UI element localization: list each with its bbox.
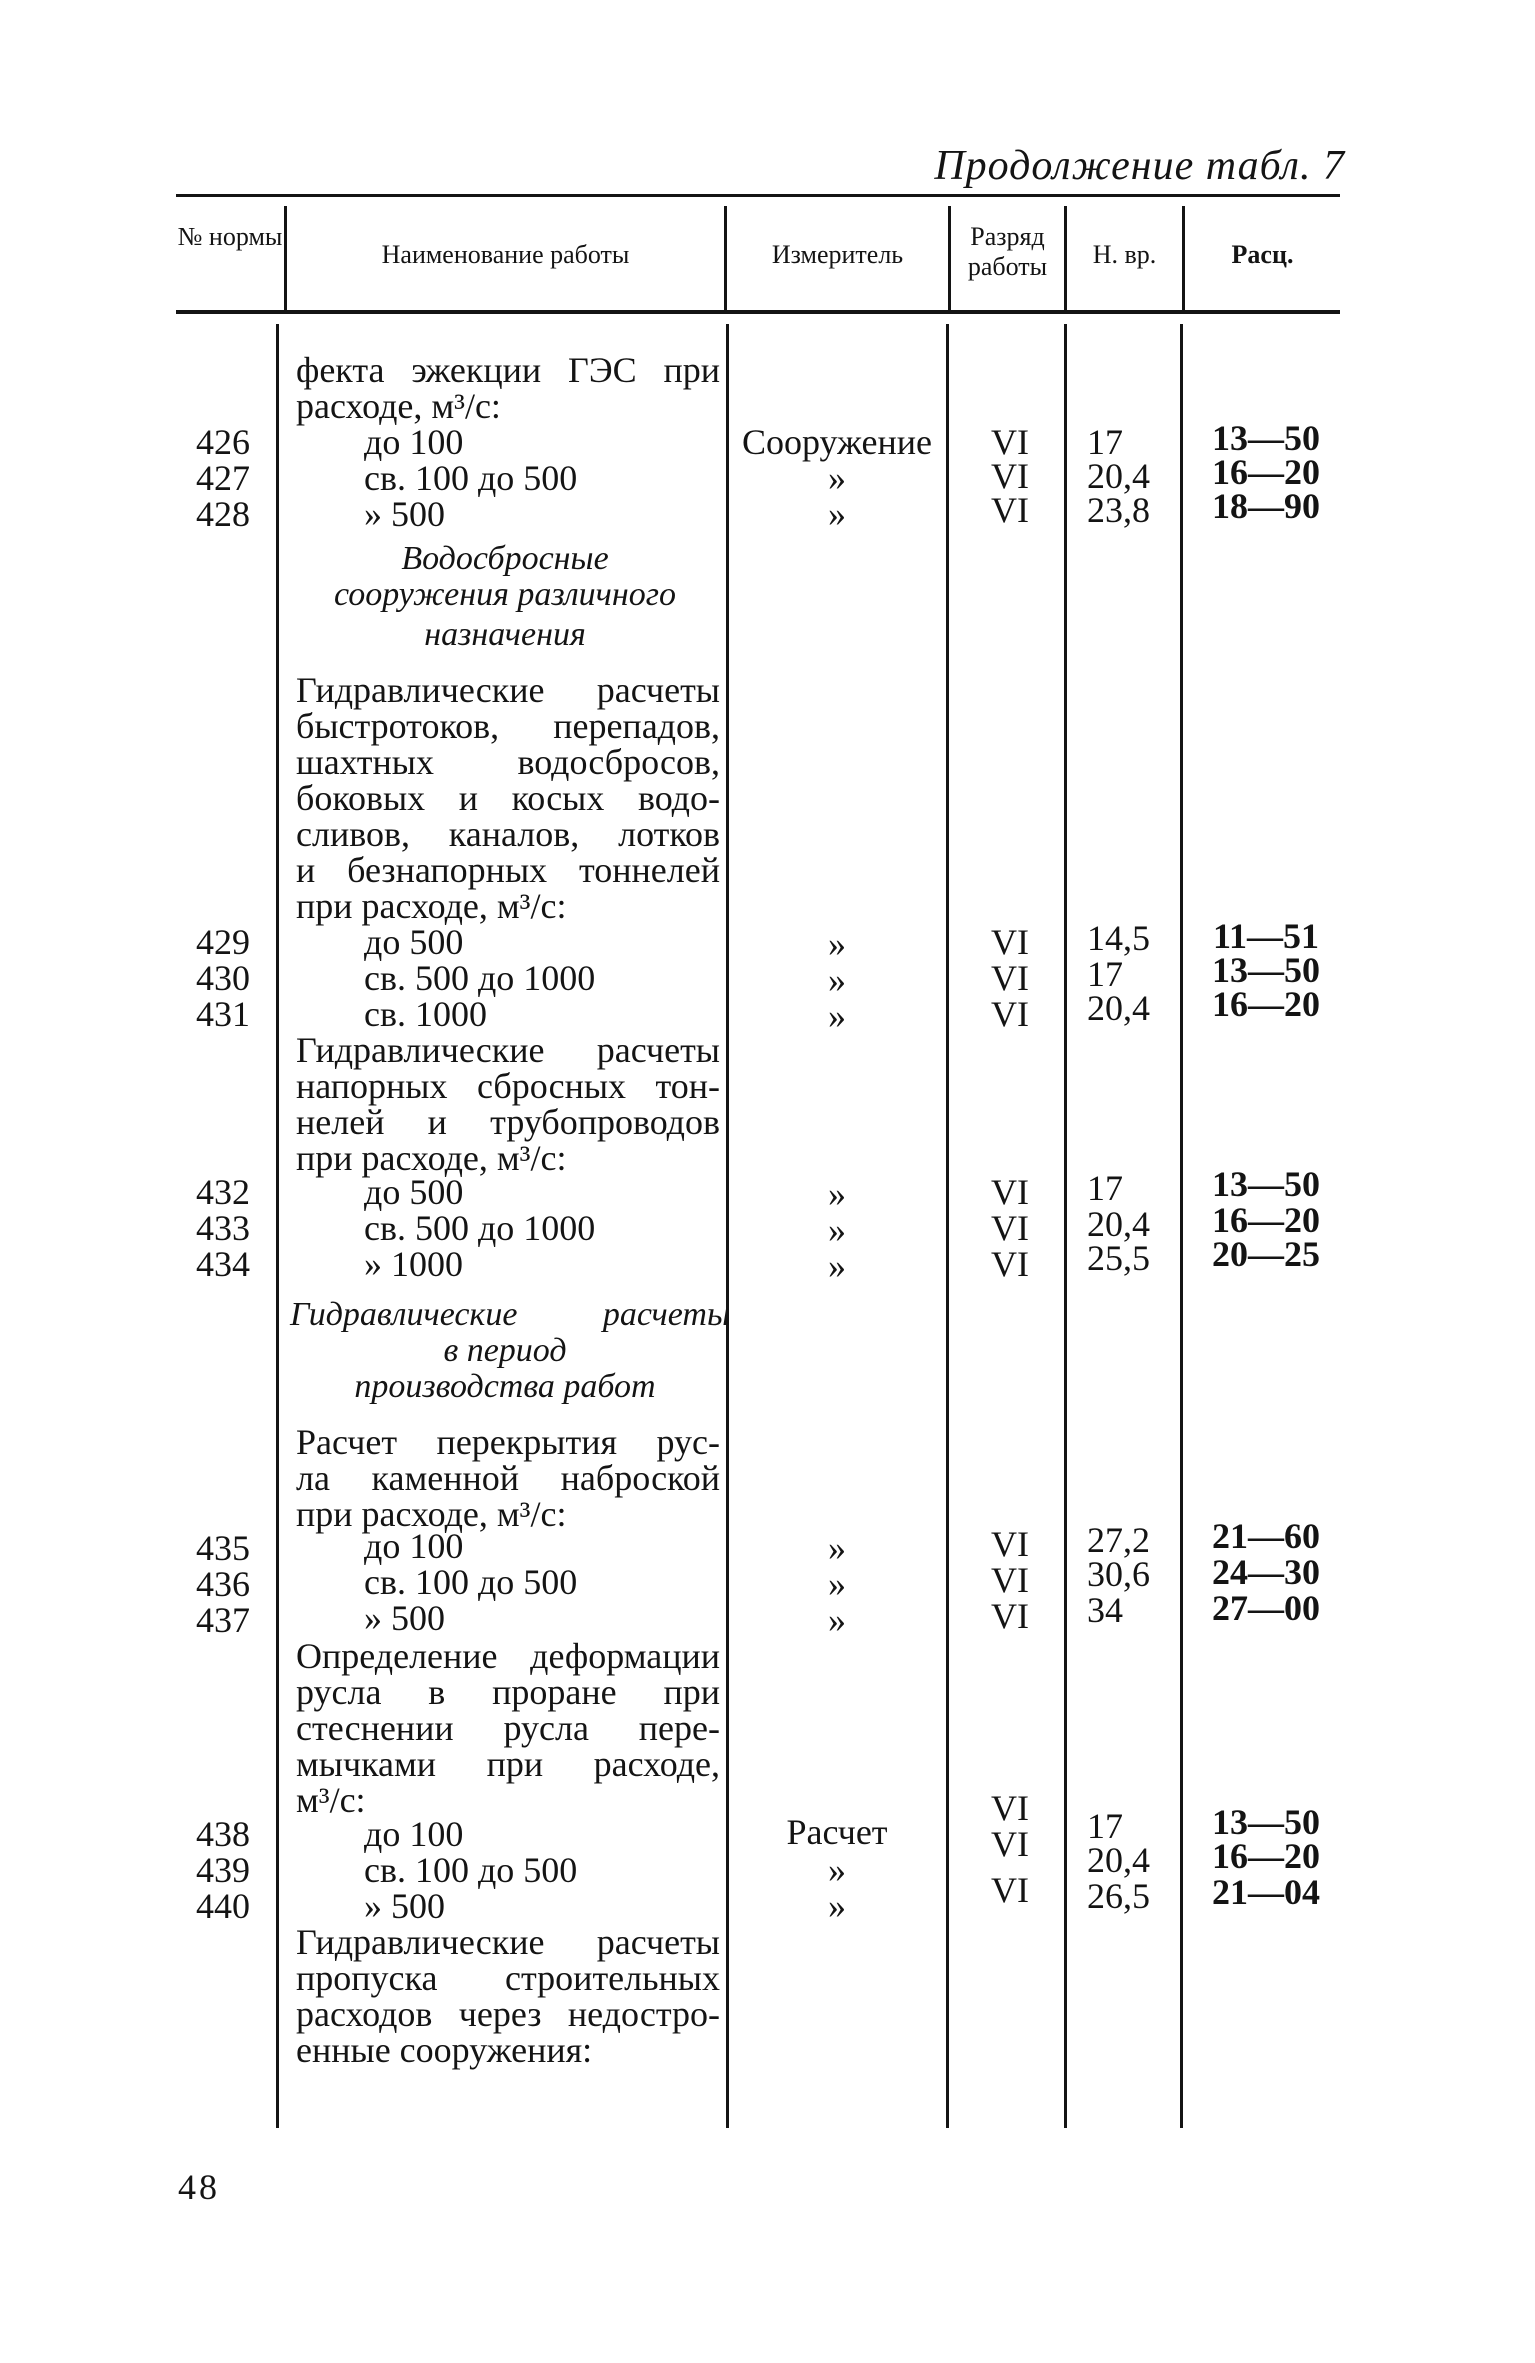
column-header-time: Н. вр. [1092, 240, 1157, 269]
time-norm-cell: 26,5 [1087, 1876, 1150, 1916]
rate-cell: 16—20 [1212, 1200, 1320, 1240]
column-header-unit: Измеритель [771, 240, 904, 269]
section-heading-line: Гидравлические расчеты [290, 1296, 730, 1333]
work-description-line: при расходе, м³/с: [296, 1138, 567, 1178]
section-heading-line: Водосбросные [401, 540, 609, 577]
work-name: » 500 [364, 1598, 445, 1638]
work-name: св. 100 до 500 [364, 458, 578, 498]
work-description-line: нелей и трубопроводов [296, 1102, 720, 1142]
work-description-line: енные сооружения: [296, 2030, 593, 2070]
rank-cell: VI [991, 922, 1029, 962]
work-name: » 500 [364, 1886, 445, 1926]
rate-cell: 16—20 [1212, 1836, 1320, 1876]
work-description-line: мычками при расходе, [296, 1744, 720, 1784]
unit-cell: » [828, 1174, 846, 1214]
time-norm-cell: 17 [1087, 1806, 1123, 1846]
work-description-line: напорных сбросных тон- [296, 1066, 720, 1106]
unit-cell: » [828, 458, 846, 498]
work-name: св. 500 до 1000 [364, 958, 596, 998]
time-norm-cell: 20,4 [1087, 1204, 1150, 1244]
unit-cell: » [828, 1528, 846, 1568]
work-name: св. 100 до 500 [364, 1562, 578, 1602]
unit-cell: » [828, 1886, 846, 1926]
work-description-line: боковых и косых водо- [296, 778, 720, 818]
time-norm-cell: 30,6 [1087, 1554, 1150, 1594]
rank-cell: VI [991, 994, 1029, 1034]
rate-cell: 13—50 [1212, 418, 1320, 458]
norm-number: 435 [196, 1528, 250, 1568]
rate-cell: 18—90 [1212, 486, 1320, 526]
work-name: » 1000 [364, 1244, 463, 1284]
rate-cell: 21—60 [1212, 1516, 1320, 1556]
work-description-line: при расходе, м³/с: [296, 1494, 567, 1534]
unit-cell: Сооружение [742, 422, 932, 462]
norm-number: 439 [196, 1850, 250, 1890]
norm-number: 438 [196, 1814, 250, 1854]
section-heading-line: в период [443, 1332, 567, 1369]
work-description-line: быстротоков, перепадов, [296, 706, 720, 746]
rank-cell: VI [991, 422, 1029, 462]
norm-number: 436 [196, 1564, 250, 1604]
body-divider-4 [1064, 324, 1067, 2128]
table-header-rule [176, 310, 1340, 314]
section-heading-line: назначения [424, 616, 586, 653]
table-top-rule [176, 194, 1340, 197]
section-heading-line: сооружения различного [333, 576, 677, 613]
time-norm-cell: 25,5 [1087, 1238, 1150, 1278]
unit-cell: » [828, 996, 846, 1036]
rank-cell: VI [991, 1870, 1029, 1910]
rank-cell: VI [991, 1560, 1029, 1600]
work-description-line: Расчет перекрытия рус- [296, 1422, 720, 1462]
work-name: » 500 [364, 494, 445, 534]
rank-cell: VI [991, 456, 1029, 496]
rank-cell: VI [991, 1172, 1029, 1212]
rank-cell: VI [991, 1824, 1029, 1864]
unit-cell: » [828, 1850, 846, 1890]
rate-cell: 11—51 [1212, 916, 1319, 956]
work-name: до 500 [364, 922, 464, 962]
body-divider-1 [276, 324, 279, 2128]
work-name: до 100 [364, 422, 464, 462]
norm-number: 429 [196, 922, 250, 962]
work-description-line: фекта эжекции ГЭС при [296, 350, 720, 390]
work-description-line: Гидравлические расчеты [296, 670, 720, 710]
norm-number: 433 [196, 1208, 250, 1248]
time-norm-cell: 17 [1087, 422, 1123, 462]
unit-cell: » [828, 1600, 846, 1640]
rate-cell: 13—50 [1212, 950, 1320, 990]
unit-cell: Расчет [786, 1812, 888, 1852]
unit-cell: » [828, 960, 846, 1000]
work-description-line: и безнапорных тоннелей [296, 850, 720, 890]
rank-cell: VI [991, 1208, 1029, 1248]
rate-cell: 16—20 [1212, 452, 1320, 492]
rate-cell: 24—30 [1212, 1552, 1320, 1592]
time-norm-cell: 20,4 [1087, 988, 1150, 1028]
rank-cell: VI [991, 1596, 1029, 1636]
unit-cell: » [828, 924, 846, 964]
column-header-norm-no: № нормы [177, 222, 283, 251]
norm-number: 440 [196, 1886, 250, 1926]
work-name: до 100 [364, 1526, 464, 1566]
time-norm-cell: 23,8 [1087, 490, 1150, 530]
norm-number: 432 [196, 1172, 250, 1212]
time-norm-cell: 27,2 [1087, 1520, 1150, 1560]
work-description-line: русла в проране при [296, 1672, 720, 1712]
unit-cell: » [828, 1210, 846, 1250]
unit-cell: » [828, 494, 846, 534]
rank-cell: VI [991, 1244, 1029, 1284]
body-divider-3 [946, 324, 949, 2128]
work-description-line: м³/с: [296, 1780, 366, 1820]
column-header-rate: Расц. [1231, 240, 1294, 269]
work-description-line: Определение деформации [296, 1636, 720, 1676]
work-description-line: ла каменной наброской [296, 1458, 720, 1498]
work-description-line: сливов, каналов, лотков [296, 814, 720, 854]
table-continuation-caption: Продолжение табл. 7 [934, 143, 1345, 189]
work-description-line: при расходе, м³/с: [296, 886, 567, 926]
norm-number: 428 [196, 494, 250, 534]
norm-number: 434 [196, 1244, 250, 1284]
time-norm-cell: 34 [1087, 1590, 1123, 1630]
section-heading-line: производства работ [354, 1368, 656, 1405]
work-description-line: расходе, м³/с: [296, 386, 501, 426]
rank-cell: VI [991, 1788, 1029, 1828]
rate-cell: 20—25 [1212, 1234, 1320, 1274]
rate-cell: 16—20 [1212, 984, 1320, 1024]
work-description-line: стеснении русла пере- [296, 1708, 720, 1748]
column-header-name: Наименование работы [381, 240, 630, 269]
rate-cell: 13—50 [1212, 1164, 1320, 1204]
norm-number: 430 [196, 958, 250, 998]
work-description-line: расходов через недостро- [296, 1994, 720, 2034]
column-header-rank: Разряд работы [967, 222, 1048, 281]
work-name: св. 1000 [364, 994, 487, 1034]
page-number: 48 [178, 2167, 220, 2207]
time-norm-cell: 20,4 [1087, 456, 1150, 496]
norm-number: 437 [196, 1600, 250, 1640]
rank-cell: VI [991, 490, 1029, 530]
work-name: св. 500 до 1000 [364, 1208, 596, 1248]
norm-number: 426 [196, 422, 250, 462]
work-description-line: Гидравлические расчеты [296, 1030, 720, 1070]
work-name: до 500 [364, 1172, 464, 1212]
time-norm-cell: 17 [1087, 954, 1123, 994]
time-norm-cell: 20,4 [1087, 1840, 1150, 1880]
time-norm-cell: 14,5 [1087, 918, 1150, 958]
work-name: св. 100 до 500 [364, 1850, 578, 1890]
rate-cell: 27—00 [1212, 1588, 1320, 1628]
norm-number: 431 [196, 994, 250, 1034]
rank-cell: VI [991, 958, 1029, 998]
work-description-line: Гидравлические расчеты [296, 1922, 720, 1962]
time-norm-cell: 17 [1087, 1168, 1123, 1208]
rate-cell: 13—50 [1212, 1802, 1320, 1842]
rank-cell: VI [991, 1524, 1029, 1564]
work-name: до 100 [364, 1814, 464, 1854]
unit-cell: » [828, 1246, 846, 1286]
norm-number: 427 [196, 458, 250, 498]
rate-cell: 21—04 [1212, 1872, 1320, 1912]
unit-cell: » [828, 1564, 846, 1604]
work-description-line: шахтных водосбросов, [296, 742, 720, 782]
work-description-line: пропуска строительных [296, 1958, 720, 1998]
